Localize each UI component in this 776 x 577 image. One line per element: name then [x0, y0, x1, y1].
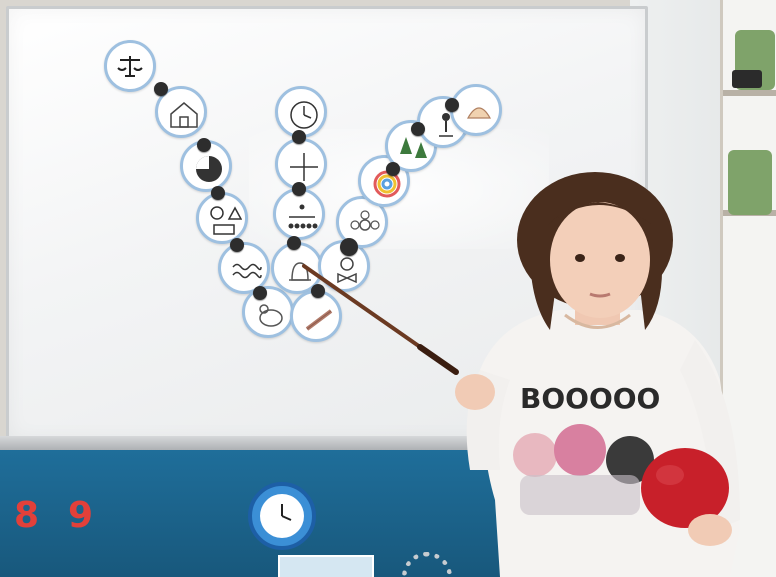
wall-number-8: 8 [14, 495, 40, 536]
wall-number-9: 9 [68, 495, 94, 536]
girl-figure [440, 170, 770, 577]
shirt-text: BOOOOO [520, 382, 661, 415]
